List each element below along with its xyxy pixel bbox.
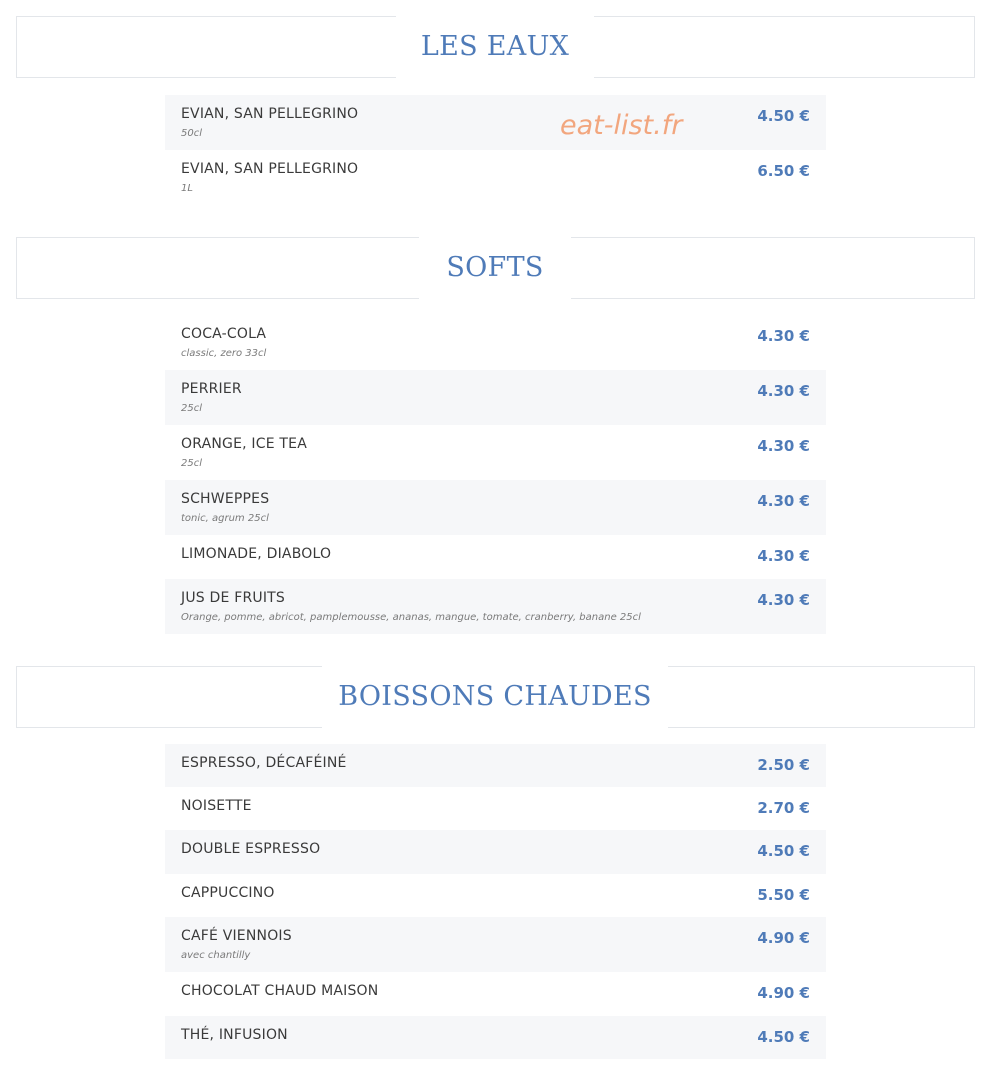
menu-item [165, 874, 826, 917]
item-price: 4.30 € [757, 591, 810, 609]
item-price: 4.30 € [757, 327, 810, 345]
item-name: CAPPUCCINO [181, 885, 275, 901]
menu-item [165, 1016, 826, 1059]
item-price: 4.50 € [757, 842, 810, 860]
item-price: 4.50 € [757, 107, 810, 125]
item-price: 4.90 € [757, 929, 810, 947]
item-description: avec chantilly [181, 950, 251, 961]
item-name: THÉ, INFUSION [181, 1027, 288, 1043]
item-description: Orange, pomme, abricot, pamplemousse, ananas, mangue, tomate, cranberry, banane 25cl [181, 612, 641, 623]
menu-item [165, 480, 826, 535]
item-description: 1L [181, 183, 193, 194]
item-name: EVIAN, SAN PELLEGRINO [181, 161, 359, 177]
menu-item [165, 579, 826, 634]
menu-item [165, 787, 826, 830]
menu-item [165, 370, 826, 425]
menu-item [165, 315, 826, 370]
item-name: JUS DE FRUITS [181, 590, 285, 606]
menu-item [165, 95, 826, 150]
menu-item [165, 917, 826, 972]
section-header-boissons-chaudes [16, 666, 975, 728]
item-price: 4.90 € [757, 984, 810, 1002]
item-price: 2.70 € [757, 799, 810, 817]
item-price: 6.50 € [757, 162, 810, 180]
section-title: LES EAUX [396, 16, 594, 78]
item-price: 4.30 € [757, 492, 810, 510]
item-name: NOISETTE [181, 798, 252, 814]
section-header-les-eaux [16, 16, 975, 78]
item-price: 4.30 € [757, 382, 810, 400]
item-name: CAFÉ VIENNOIS [181, 928, 292, 944]
menu-item [165, 535, 826, 579]
menu-item [165, 744, 826, 787]
item-price: 4.30 € [757, 437, 810, 455]
item-description: 25cl [181, 403, 203, 414]
section-title: BOISSONS CHAUDES [322, 666, 668, 728]
menu-item [165, 830, 826, 874]
item-price: 5.50 € [757, 886, 810, 904]
item-name: LIMONADE, DIABOLO [181, 546, 332, 562]
item-name: PERRIER [181, 381, 242, 397]
item-description: 50cl [181, 128, 203, 139]
item-name: SCHWEPPES [181, 491, 270, 507]
section-header-softs [16, 237, 975, 299]
item-name: DOUBLE ESPRESSO [181, 841, 321, 857]
watermark-text: eat-list.fr [560, 110, 683, 141]
item-name: ORANGE, ICE TEA [181, 436, 307, 452]
menu-item [165, 972, 826, 1016]
item-price: 4.50 € [757, 1028, 810, 1046]
menu-item [165, 425, 826, 480]
item-price: 4.30 € [757, 547, 810, 565]
section-title: SOFTS [419, 237, 571, 299]
item-price: 2.50 € [757, 756, 810, 774]
item-description: tonic, agrum 25cl [181, 513, 269, 524]
item-name: EVIAN, SAN PELLEGRINO [181, 106, 359, 122]
item-name: COCA-COLA [181, 326, 267, 342]
menu-item [165, 150, 826, 205]
item-description: classic, zero 33cl [181, 348, 267, 359]
item-description: 25cl [181, 458, 203, 469]
item-name: ESPRESSO, DÉCAFÉINÉ [181, 755, 347, 771]
item-name: CHOCOLAT CHAUD MAISON [181, 983, 379, 999]
